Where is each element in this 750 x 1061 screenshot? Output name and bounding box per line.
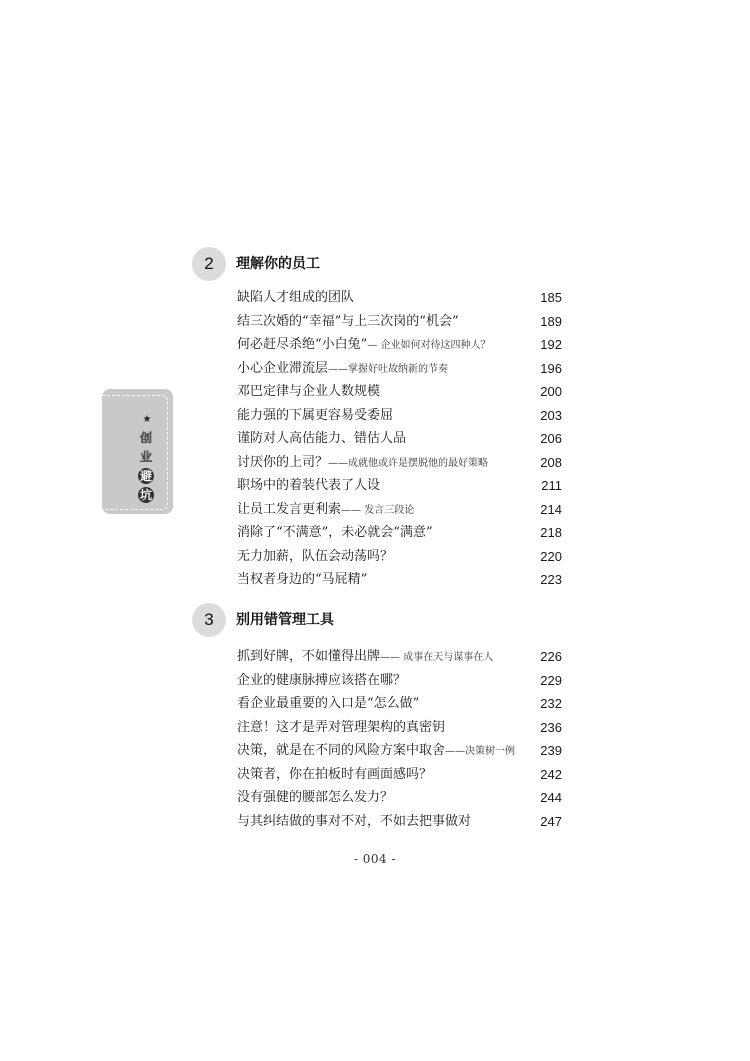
entry-title: 决策，就是在不同的风险方案中取舍——决策树一例	[237, 743, 516, 758]
entry-title: 无力加薪，队伍会动荡吗？	[237, 548, 394, 564]
side-tab-char: 避	[139, 469, 152, 483]
entry-page: 214	[540, 501, 562, 517]
entry-title: 小心企业滞流层——掌握好吐故纳新的节奏	[237, 360, 449, 376]
toc-entry[interactable]	[237, 499, 562, 521]
side-tab-char: 创	[139, 431, 152, 445]
entry-page: 220	[540, 548, 562, 564]
toc-entry[interactable]	[237, 522, 562, 544]
toc-entry[interactable]	[237, 740, 562, 762]
entry-title: 消除了“不满意”，未必就会“满意”	[237, 525, 433, 540]
entry-title: 职场中的着装代表了人设	[237, 478, 381, 493]
entry-page: 232	[540, 696, 562, 711]
toc-entry[interactable]	[237, 311, 562, 333]
entry-title: 谨防对人高估能力、错估人品	[237, 431, 407, 446]
entry-page: 206	[540, 431, 562, 446]
entry-page: 189	[540, 313, 562, 329]
toc-entry[interactable]	[237, 334, 562, 356]
toc-entry[interactable]	[237, 405, 562, 427]
toc-entry[interactable]	[237, 693, 562, 715]
entry-page: 200	[540, 384, 562, 399]
toc-entry[interactable]	[237, 475, 562, 497]
toc-entry[interactable]	[237, 670, 562, 692]
section-title: 别用错管理工具	[236, 612, 334, 628]
section-header	[192, 603, 572, 637]
entry-page: 229	[540, 672, 562, 688]
entry-title: 看企业最重要的入口是“怎么做”	[237, 696, 420, 711]
section-3	[192, 603, 572, 637]
entry-page: 196	[540, 360, 562, 376]
entry-title: 抓到好牌，不如懂得出牌—— 成事在天与谋事在人	[237, 649, 494, 664]
toc-entry[interactable]	[237, 452, 562, 474]
side-tab-border	[102, 395, 168, 510]
toc-entry[interactable]	[237, 811, 562, 833]
side-tab-char: 坑	[139, 488, 152, 502]
toc-entry[interactable]	[237, 787, 562, 809]
entry-page: 242	[540, 766, 562, 782]
entry-page: 226	[540, 649, 562, 664]
entry-title: 企业的健康脉搏应该搭在哪？	[237, 672, 407, 688]
section-title: 理解你的员工	[236, 256, 320, 272]
entry-page: 211	[541, 478, 562, 493]
side-tab-label	[138, 428, 156, 506]
entry-page: 208	[540, 454, 562, 470]
entry-title: 何必赶尽杀绝“小白兔”— 企业如何对待这四种人？	[237, 337, 491, 352]
entry-title: 决策者，你在拍板时有画面感吗？	[237, 766, 433, 782]
toc-entry[interactable]	[237, 358, 562, 380]
entry-title: 邓巴定律与企业人数规模	[237, 384, 381, 399]
entry-title: 能力强的下属更容易受委屈	[237, 407, 394, 423]
entry-page: 244	[540, 790, 562, 805]
toc-entry[interactable]	[237, 569, 562, 591]
section-2	[192, 247, 572, 281]
entry-title: 与其纠结做的事对不对，不如去把事做对	[237, 813, 472, 829]
section-header	[192, 247, 572, 281]
entry-title: 结三次婚的“幸福”与上三次岗的“机会”	[237, 313, 459, 329]
entry-page: 223	[540, 572, 562, 587]
toc-entry[interactable]	[237, 717, 562, 739]
page-number: - 004 -	[353, 852, 397, 866]
entry-title: 缺陷人才组成的团队	[237, 290, 355, 305]
entry-title: 当权者身边的“马屁精”	[237, 572, 368, 587]
toc-entry[interactable]	[237, 764, 562, 786]
toc-entry[interactable]	[237, 546, 562, 568]
toc-entry[interactable]	[237, 381, 562, 403]
entry-page: 185	[540, 290, 562, 305]
entry-page: 239	[540, 743, 562, 758]
toc-entry[interactable]	[237, 287, 562, 309]
entry-page: 203	[540, 407, 562, 423]
star-icon: ★	[142, 414, 152, 425]
entry-page: 247	[540, 813, 562, 829]
entry-title: 注意！这才是弄对管理架构的真密钥	[237, 719, 446, 735]
entry-page: 192	[540, 337, 562, 352]
entry-title: 讨厌你的上司？——成就他或许是摆脱他的最好策略	[237, 454, 489, 470]
entry-title: 让员工发言更利索—— 发言三段论	[237, 501, 415, 517]
section-number: 3	[204, 610, 214, 629]
toc-entry[interactable]	[237, 646, 562, 668]
toc-entry[interactable]	[237, 428, 562, 450]
entry-page: 218	[540, 525, 562, 540]
entry-title: 没有强健的腰部怎么发力？	[237, 790, 394, 805]
section-number: 2	[204, 254, 214, 273]
entry-page: 236	[540, 719, 562, 735]
side-tab-char: 业	[139, 450, 152, 464]
